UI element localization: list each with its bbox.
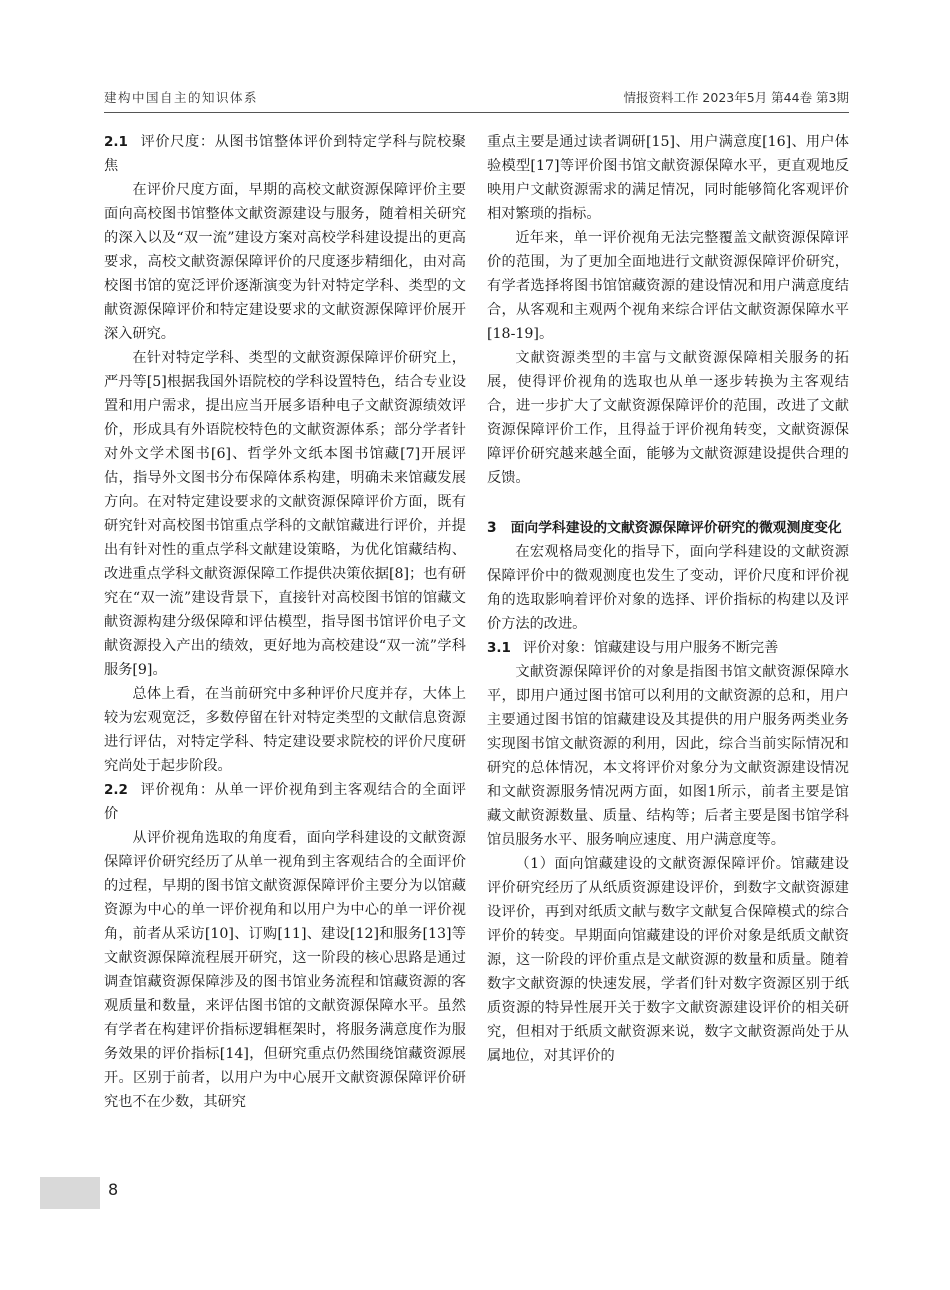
section-title: 面向学科建设的文献资源保障评价研究的微观测度变化 [510,520,842,536]
section-3-1-heading [487,636,849,660]
section-number: 2.1 [104,134,128,150]
section-2-2-heading [104,778,466,826]
running-header [104,88,849,110]
section-2-1-heading [104,130,466,178]
paragraph: 重点主要是通过读者调研[15]、用户满意度[16]、用户体验模型[17]等评价图书馆文献资源保障水平，更直观地反映用户文献资源需求的满足情况，同时能够简化客观评价相对繁琐的指标。 [487,134,849,222]
header-section-title: 建构中国自主的知识体系 [104,90,259,105]
paragraph: 从评价视角选取的角度看，面向学科建设的文献资源保障评价研究经历了从单一视角到主客观结合的全面评价的过程，早期的图书馆文献资源保障评价主要分为以馆藏资源为中心的单一评价视角和以用户为中心的单一评价视角，前者从采访[10]、订购[11]、建设[12]和服务[13]等文献资源保障流程展开研究，这一阶段的核心思路是通过调查馆藏资源保障涉及的图书馆业务流程和馆藏资源的客观质量和数量，来评估图书馆的文献资源保障水平。虽然有学者在构建评价指标逻辑框架时，将服务满意度作为服务效果的评价指标[14]，但研究重点仍然围绕馆藏资源展开。区别于前者，以用户为中心展开文献资源保障评价研究也不在少数，其研究 [104,830,466,1110]
section-title: 评价对象：馆藏建设与用户服务不断完善 [522,640,779,656]
section-number: 2.2 [104,782,128,798]
left-column [104,130,466,1190]
paragraph: 在针对特定学科、类型的文献资源保障评价研究上，严丹等[5]根据我国外语院校的学科设置特色，结合专业设置和用户需求，提出应当开展多语种电子文献资源绩效评价，形成具有外语院校特色的文献资源体系；部分学者针对外文学术图书[6]、哲学外文纸本图书馆藏[7]开展评估，指导外文图书分布保障体系构建，明确未来馆藏发展方向。在对特定建设要求的文献资源保障评价方面，既有研究针对高校图书馆重点学科的文献馆藏进行评价，并提出有针对性的重点学科文献建设策略，为优化馆藏结构、改进重点学科文献资源保障工作提供决策依据[8]；也有研究在“双一流”建设背景下，直接针对高校图书馆的馆藏文献资源构建分级保障和评估模型，指导图书馆评价电子文献资源投入产出的绩效，更好地为高校建设“双一流”学科服务[9]。 [104,350,466,678]
paragraph: 近年来，单一评价视角无法完整覆盖文献资源保障评价的范围，为了更加全面地进行文献资源保障评价研究，有学者选择将图书馆馆藏资源的建设情况和用户满意度结合，从客观和主观两个视角来综合评估文献资源保障水平[18-19]。 [487,230,849,342]
paragraph: 在宏观格局变化的指导下，面向学科建设的文献资源保障评价中的微观测度也发生了变动，评价尺度和评价视角的选取影响着评价对象的选择、评价指标的构建以及评价方法的改进。 [487,544,849,632]
paragraph: 文献资源保障评价的对象是指图书馆文献资源保障水平，即用户通过图书馆可以利用的文献资源的总和，用户主要通过图书馆的馆藏建设及其提供的用户服务两类业务实现图书馆文献资源的利用，因此，综合当前实际情况和研究的总体情况，本文将评价对象分为文献资源建设情况和文献资源服务情况两方面，如图1所示，前者主要是馆藏文献资源数量、质量、结构等；后者主要是图书馆学科馆员服务水平、服务响应速度、用户满意度等。 [487,664,849,848]
paragraph: 文献资源类型的丰富与文献资源保障相关服务的拓展，使得评价视角的选取也从单一逐步转换为主客观结合，进一步扩大了文献资源保障评价的范围，改进了文献资源保障评价工作，且得益于评价视角转变，文献资源保障评价研究越来越全面，能够为文献资源建设提供合理的反馈。 [487,350,849,486]
section-number: 3.1 [487,640,511,656]
header-journal-info: 情报资料工作 2023年5月 第44卷 第3期 [623,90,849,105]
page-number-tab [40,1177,100,1209]
page-number: 8 [108,1180,119,1199]
section-number: 3 [487,520,497,536]
section-title: 评价尺度：从图书馆整体评价到特定学科与院校聚焦 [104,134,466,174]
paragraph: 在评价尺度方面，早期的高校文献资源保障评价主要面向高校图书馆整体文献资源建设与服务，随着相关研究的深入以及“双一流”建设方案对高校学科建设提出的更高要求，高校文献资源保障评价的尺度逐步精细化，由对高校图书馆的宽泛评价逐渐演变为针对特定学科、类型的文献资源保障评价和特定建设要求的文献资源保障评价展开深入研究。 [104,182,466,342]
spacer [487,490,849,504]
header-rule [104,112,849,113]
paragraph: 总体上看，在当前研究中多种评价尺度并存，大体上较为宏观宽泛，多数停留在针对特定类型的文献信息资源进行评估，对特定学科、特定建设要求院校的评价尺度研究尚处于起步阶段。 [104,686,466,774]
section-title: 评价视角：从单一评价视角到主客观结合的全面评价 [104,782,466,822]
right-column [487,130,849,1190]
section-3-heading [487,516,849,540]
paragraph: （1）面向馆藏建设的文献资源保障评价。馆藏建设评价研究经历了从纸质资源建设评价，到数字文献资源建设评价，再到对纸质文献与数字文献复合保障模式的综合评价的转变。早期面向馆藏建设的评价对象是纸质文献资源，这一阶段的评价重点是文献资源的数量和质量。随着数字文献资源的快速发展，学者们针对数字资源区别于纸质资源的特异性展开关于数字文献资源建设评价的相关研究，但相对于纸质文献资源来说，数字文献资源尚处于从属地位，对其评价的 [487,856,849,1064]
